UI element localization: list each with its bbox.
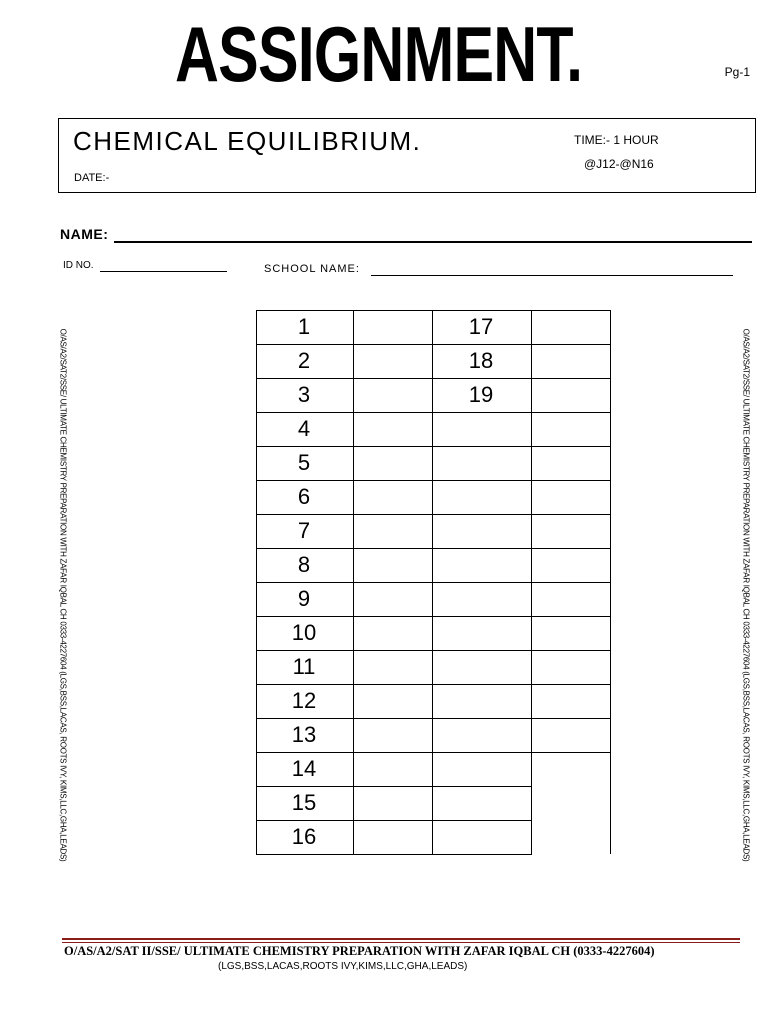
question-number: 1 [297,314,311,339]
school-name-label: SCHOOL NAME: [264,263,360,275]
grid-col-line [610,310,611,854]
question-number: 5 [297,450,311,475]
grid-row-line [256,854,532,855]
question-number: 13 [291,722,317,747]
footer-schools: (LGS,BSS,LACAS,ROOTS IVY,KIMS,LLC,GHA,LEADS) [218,961,468,972]
question-number: 15 [291,790,317,815]
question-number: 17 [468,314,494,339]
footer-credit: O/AS/A2/SAT II/SSE/ ULTIMATE CHEMISTRY PREPARATION WITH ZAFAR IQBAL CH (0333-4227604) [64,944,655,958]
question-number: 16 [291,824,317,849]
question-number: 2 [297,348,311,373]
question-number: 19 [468,382,494,407]
question-number: 11 [292,654,316,679]
side-watermark-right: O/AS/A2/SAT2/SSE/ ULTIMATE CHEMISTRY PREPARATION WITH ZAFAR IQBAL CH 0333-4227604 (LGS,BSS,LACAS, ROOTS IVY, KIMS,LLC,GHA,LEADS) [741,328,751,862]
grid-col-line [531,310,532,854]
school-name-field-line[interactable] [371,275,733,276]
assignment-title: ASSIGNMENT. [175,10,583,98]
question-number: 14 [291,756,317,781]
question-number: 7 [297,518,311,543]
name-label: NAME: [60,226,109,242]
time-limit: TIME:- 1 HOUR [574,133,659,147]
date-label: DATE:- [74,172,110,184]
question-number: 8 [297,552,311,577]
footer-rule-thin [62,942,740,943]
question-number: 9 [297,586,311,611]
side-watermark-left: O/AS/A2/SAT2/SSE/ ULTIMATE CHEMISTRY PREPARATION WITH ZAFAR IQBAL CH 0333-4227604 (LGS,BSS,LACAS, ROOTS IVY, KIMS,LLC,GHA,LEADS) [58,328,68,862]
page-number: Pg-1 [724,65,750,79]
session-code: @J12-@N16 [584,157,654,171]
id-label: ID NO. [63,260,94,271]
question-number: 6 [297,484,311,509]
question-number: 10 [291,620,317,645]
id-field-line[interactable] [100,271,227,272]
question-number: 3 [297,382,311,407]
question-number: 4 [297,416,311,441]
topic-title: CHEMICAL EQUILIBRIUM. [73,126,422,156]
question-number: 18 [468,348,494,373]
grid-col-line [353,310,354,854]
name-field-line[interactable] [114,241,752,243]
question-number: 12 [291,688,317,713]
footer-rule [62,938,740,940]
